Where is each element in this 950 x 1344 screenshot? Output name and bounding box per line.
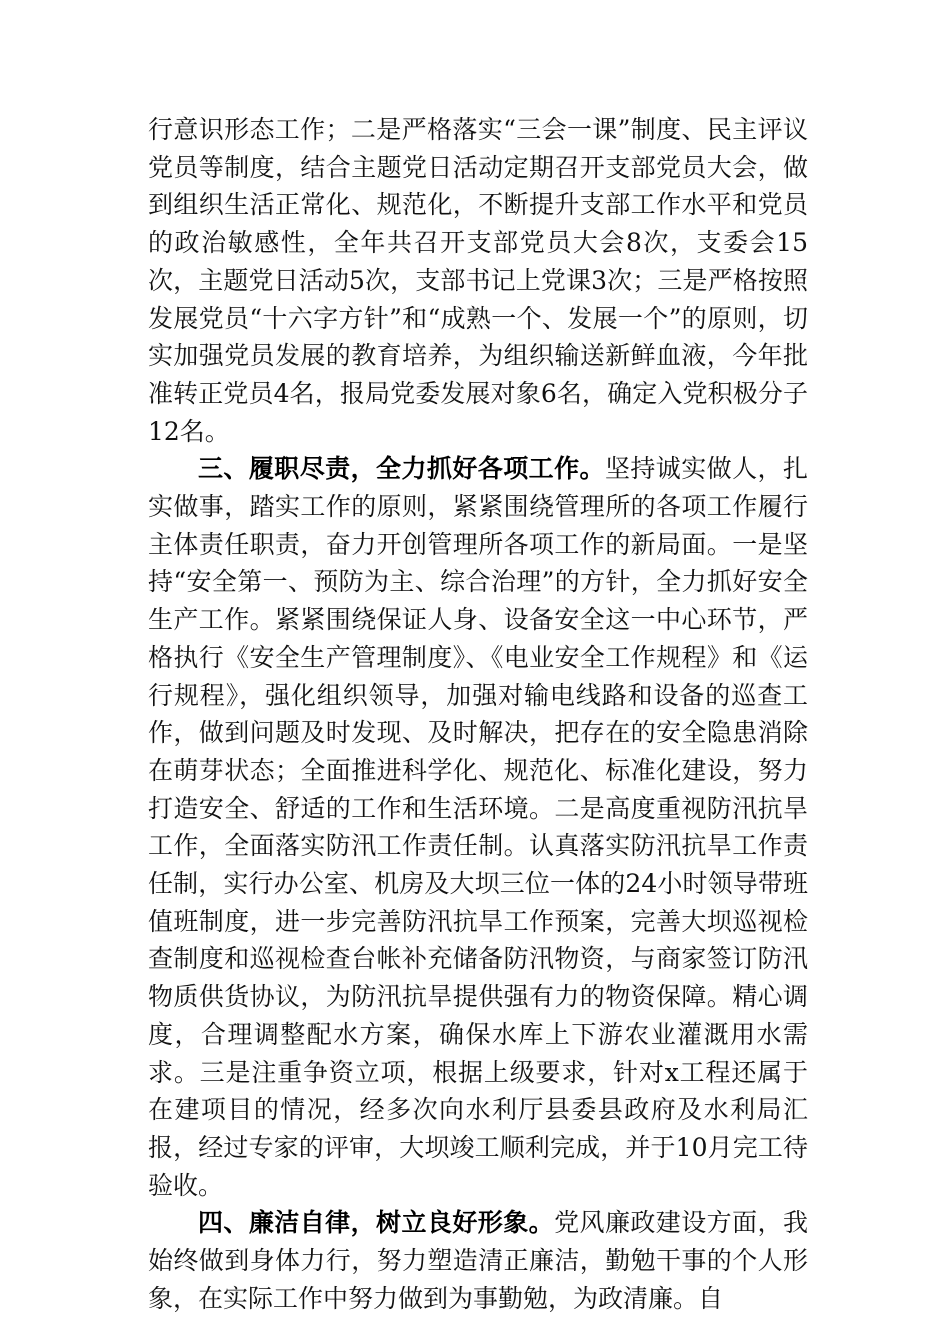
paragraph-text: 坚持诚实做人，扎实做事，踏实工作的原则，紧紧围绕管理所的各项工作履行主体责任职责，奋力开创管理所各项工作的新局面。一是坚持“安全第一、预防为主、综合治理”的方针，全力抓好安全生产工作。紧紧围绕保证人身、设备安全这一中心环节，严格执行《安全生产管理制度》、《电业安全工作规程》和《运行规程》，强化组织领导，加强对输电线路和设备的巡查工作，做到问题及时发现、及时解决，把存在的安全隐患消除在萌芽状态；全面推进科学化、规范化、标准化建设，努力打造安全、舒适的工作和生活环境。二是高度重视防汛抗旱工作，全面落实防汛工作责任制。认真落实防汛抗旱工作责任制，实行办公室、机房及大坝三位一体的24小时领导带班值班制度，进一步完善防汛抗旱工作预案，完善大坝巡视检查制度和巡视检查台帐补充储备防汛物资，与商家签订防汛物质供货协议，为防汛抗旱提供强有力的物资保障。精心调度，合理调整配水方案，确保水库上下游农业灌溉用水需求。三是注重争资立项，根据上级要求，针对x工程还属于在建项目的情况，经多次向水利厅县委县政府及水利局汇报，经过专家的评审，大坝竣工顺利完成，并于10月完工待验收。 [148,454,808,1200]
section-heading-three: 三、履职尽责，全力抓好各项工作。 [198,454,605,484]
paragraph-section-four [148,1204,808,1317]
section-heading-four: 四、廉洁自律，树立良好形象。 [198,1208,555,1238]
paragraph-text: 党风廉政建设方面，我始终做到身体力行，努力塑造清正廉洁，勤勉干事的个人形象，在实际工作中努力做到为事勤勉，为政清廉。自 [148,1208,808,1313]
paragraph-section-three [148,450,808,1204]
document-body [148,111,808,1318]
paragraph-text: 行意识形态工作；二是严格落实“三会一课”制度、民主评议党员等制度，结合主题党日活动定期召开支部党员大会，做到组织生活正常化、规范化，不断提升支部工作水平和党员的政治敏感性，全年共召开支部党员大会8次，支委会15次，主题党日活动5次，支部书记上党课3次；三是严格按照发展党员“十六字方针”和“成熟一个、发展一个”的原则，切实加强党员发展的教育培养，为组织输送新鲜血液，今年批准转正党员4名，报局党委发展对象6名，确定入党积极分子12名。 [148,115,808,446]
paragraph-party-building-continued [148,111,808,450]
